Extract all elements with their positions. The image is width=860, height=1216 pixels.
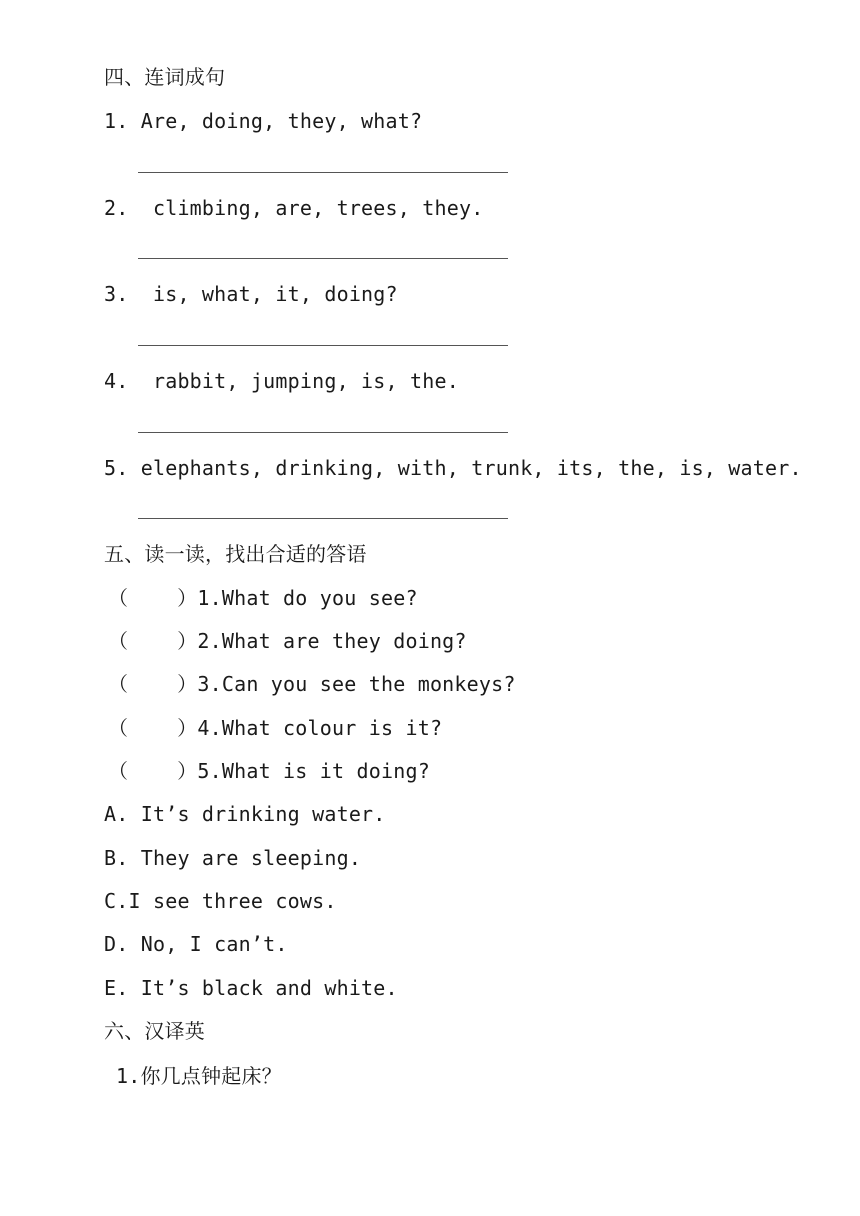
match-question-2: （ ）2.What are they doing? <box>108 629 467 653</box>
match-question-4: （ ）4.What colour is it? <box>108 716 443 740</box>
section-6-heading: 六、汉译英 <box>104 1019 205 1043</box>
answer-option-a: A. It’s drinking water. <box>104 802 386 826</box>
answer-line-4[interactable] <box>138 432 508 433</box>
section-4-heading: 四、连词成句 <box>104 65 226 89</box>
answer-option-d: D. No, I can’t. <box>104 932 288 956</box>
answer-option-c: C.I see three cows. <box>104 889 337 913</box>
reorder-question-4: 4. rabbit, jumping, is, the. <box>104 369 459 393</box>
match-question-1: （ ）1.What do you see? <box>108 586 418 610</box>
answer-line-2[interactable] <box>138 258 508 259</box>
reorder-question-2: 2. climbing, are, trees, they. <box>104 196 484 220</box>
answer-line-5[interactable] <box>138 518 508 519</box>
reorder-question-1: 1. Are, doing, they, what? <box>104 109 423 133</box>
match-question-3: （ ）3.Can you see the monkeys? <box>108 672 516 696</box>
translate-question-1: 1.你几点钟起床？ <box>116 1064 282 1088</box>
answer-option-b: B. They are sleeping. <box>104 846 362 870</box>
answer-line-3[interactable] <box>138 345 508 346</box>
answer-line-1[interactable] <box>138 172 508 173</box>
match-question-5: （ ）5.What is it doing? <box>108 759 430 783</box>
answer-option-e: E. It’s black and white. <box>104 976 398 1000</box>
reorder-question-3: 3. is, what, it, doing? <box>104 282 398 306</box>
section-5-heading: 五、读一读，找出合适的答语 <box>104 542 367 566</box>
reorder-question-5: 5. elephants, drinking, with, trunk, its, the, is, water. <box>104 456 802 480</box>
